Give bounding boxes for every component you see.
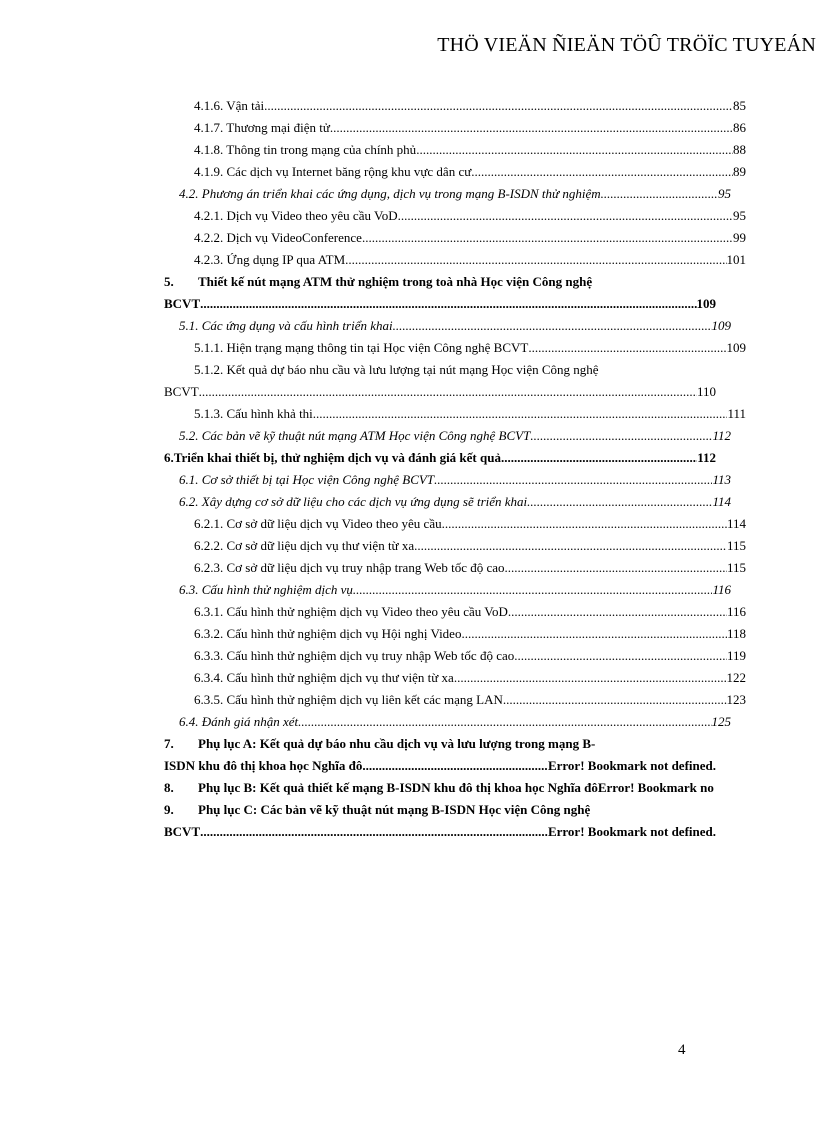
toc-page-number: 95: [733, 208, 746, 223]
toc-page-number: 114: [726, 516, 746, 531]
toc-entry[interactable]: [164, 447, 716, 469]
toc-leader-dots: [454, 667, 727, 689]
toc-leader-dots: [530, 425, 712, 447]
toc-entry[interactable]: [164, 623, 746, 645]
toc-entry-title: 4.1.6. Vận tải: [194, 98, 265, 113]
toc-entry[interactable]: [164, 161, 746, 183]
toc-entry-title: 5.1.1. Hiện trạng mạng thông tin tại Học viện Công nghệ BCVT: [194, 340, 529, 355]
toc-page-number: 86: [733, 120, 746, 135]
toc-entry[interactable]: [164, 667, 746, 689]
toc-leader-dots: [199, 381, 697, 403]
toc-entry[interactable]: [164, 535, 746, 557]
toc-entry[interactable]: [164, 315, 731, 337]
toc-entry-title: 6.4. Đánh giá nhận xét: [179, 714, 299, 729]
toc-entry[interactable]: [164, 513, 746, 535]
toc-entry-title: Phụ lục C: Các bản vẽ kỹ thuật nút mạng B-ISDN Học viện Công nghệ: [198, 802, 591, 817]
toc-page-number: 95: [718, 186, 731, 201]
toc-entry-title: 6.2.2. Cơ sở dữ liệu dịch vụ thư viện từ xa: [194, 538, 415, 553]
toc-page-number: 110: [696, 384, 716, 399]
toc-page-number: 116: [712, 582, 731, 597]
toc-page-number: 115: [726, 538, 746, 553]
toc-entry-title: 4.2. Phương án triển khai các ứng dụng, dịch vụ trong mạng B-ISDN thử nghiệm: [179, 186, 601, 201]
toc-entry-title: 5.1.3. Cấu hình khả thi: [194, 406, 313, 421]
toc-entry[interactable]: [164, 711, 731, 733]
page-number: 4: [678, 1042, 686, 1058]
toc-leader-dots: [414, 535, 727, 557]
toc-entry[interactable]: [164, 777, 716, 799]
toc-entry-title: 4.2.3. Ứng dụng IP qua ATM: [194, 252, 346, 267]
toc-leader-dots: [601, 183, 718, 205]
toc-entry-title: 6.3.5. Cấu hình thử nghiệm dịch vụ liên kết các mạng LAN: [194, 692, 503, 707]
toc-leader-dots: [514, 645, 727, 667]
toc-page-number: 122: [726, 670, 746, 685]
toc-leader-dots: [200, 821, 548, 843]
toc-entry[interactable]: [164, 491, 731, 513]
toc-entry-title: 6.1. Cơ sở thiết bị tại Học viện Công nghệ BCVT: [179, 472, 435, 487]
toc-entry[interactable]: [164, 601, 746, 623]
toc-page-number: 112: [697, 450, 716, 465]
toc-entry-title: 5.2. Các bản vẽ kỹ thuật nút mạng ATM Học viện Công nghệ BCVT: [179, 428, 531, 443]
toc-entry[interactable]: [164, 249, 746, 271]
toc-entry-title: Phụ lục A: Kết quả dự báo nhu cầu dịch vụ và lưu lượng trong mạng B-: [198, 736, 596, 751]
toc-entry[interactable]: [164, 271, 716, 315]
toc-leader-dots: [434, 469, 712, 491]
running-header: THÖ VIEÄN ÑIEÄN TÖÛ TRÖÏC TUYEÁN: [437, 34, 816, 56]
toc-entry[interactable]: [164, 403, 746, 425]
toc-entry[interactable]: [164, 359, 716, 403]
toc-entry-title: 6.3.2. Cấu hình thử nghiệm dịch vụ Hội nghị Video: [194, 626, 462, 641]
toc-leader-dots: [508, 601, 727, 623]
toc-leader-dots: [362, 227, 733, 249]
toc-entry-number: 9.: [164, 802, 174, 817]
toc-leader-dots: [416, 139, 733, 161]
toc-entry-title: 6.3.4. Cấu hình thử nghiệm dịch vụ thư viện từ xa: [194, 670, 454, 685]
toc-leader-dots: [313, 403, 728, 425]
toc-entry[interactable]: [164, 95, 746, 117]
toc-entry-title: Phụ lục B: Kết quả thiết kế mạng B-ISDN khu đô thị khoa học Nghĩa đô: [198, 780, 598, 795]
toc-entry[interactable]: [164, 469, 731, 491]
toc-entry-title: 6.3. Cấu hình thử nghiệm dịch vụ: [179, 582, 353, 597]
toc-leader-dots: [505, 557, 727, 579]
toc-page-number: 112: [712, 428, 731, 443]
toc-page-number: Error! Bookmark not defined.: [547, 824, 716, 839]
toc-page-number: 101: [726, 252, 746, 267]
toc-leader-dots: [527, 491, 712, 513]
toc-leader-dots: [461, 623, 727, 645]
toc-page-number: 111: [727, 406, 746, 421]
toc-entry-title: 4.2.2. Dịch vụ VideoConference: [194, 230, 362, 245]
toc-page-number: 109: [696, 296, 716, 311]
toc-entry[interactable]: [164, 337, 746, 359]
toc-entry-title: 6.2.3. Cơ sở dữ liệu dịch vụ truy nhập trang Web tốc độ cao: [194, 560, 505, 575]
toc-entry[interactable]: [164, 645, 746, 667]
toc-entry-title: Triển khai thiết bị, thử nghiệm dịch vụ và đánh giá kết quả: [173, 450, 501, 465]
toc-entry-title: 4.1.8. Thông tin trong mạng của chính phủ: [194, 142, 417, 157]
toc-entry-number: 5.: [164, 274, 174, 289]
toc-page-number: 85: [733, 98, 746, 113]
toc-entry-title: ISDN khu đô thị khoa học Nghĩa đô: [164, 758, 363, 773]
toc-leader-dots: [264, 95, 733, 117]
toc-entry-title: 6.2.1. Cơ sở dữ liệu dịch vụ Video theo yêu cầu: [194, 516, 442, 531]
toc-leader-dots: [501, 447, 697, 469]
toc-page-number: 115: [726, 560, 746, 575]
toc-entry[interactable]: [164, 205, 746, 227]
toc-entry[interactable]: [164, 117, 746, 139]
toc-entry-title: 4.2.1. Dịch vụ Video theo yêu cầu VoD: [194, 208, 398, 223]
toc-entry-title: BCVT: [164, 296, 201, 311]
toc-page-number: 89: [733, 164, 746, 179]
toc-entry[interactable]: [164, 227, 746, 249]
toc-entry-title: 6.3.3. Cấu hình thử nghiệm dịch vụ truy nhập Web tốc độ cao: [194, 648, 515, 663]
toc-entry[interactable]: [164, 733, 716, 777]
table-of-contents: [164, 95, 746, 843]
toc-entry-title: BCVT: [164, 384, 199, 399]
toc-entry-number: 8.: [164, 780, 174, 795]
toc-page-number: 88: [733, 142, 746, 157]
toc-entry-title: 4.1.9. Các dịch vụ Internet băng rộng khu vực dân cư: [194, 164, 472, 179]
toc-page-number: 99: [733, 230, 746, 245]
toc-leader-dots: [353, 579, 713, 601]
toc-entry-title: Thiết kế nút mạng ATM thử nghiệm trong toà nhà Học viện Công nghệ: [198, 274, 593, 289]
toc-leader-dots: [471, 161, 733, 183]
toc-entry-title: 5.1.2. Kết quả dự báo nhu cầu và lưu lượng tại nút mạng Học viện Công nghệ: [194, 362, 599, 377]
toc-leader-dots: [528, 337, 726, 359]
toc-page-number: Error! Bookmark not defined.: [547, 758, 716, 773]
toc-leader-dots: [442, 513, 727, 535]
toc-page-number: 119: [726, 648, 746, 663]
toc-leader-dots: [200, 293, 696, 315]
toc-entry-title: 6.2. Xây dựng cơ sở dữ liệu cho các dịch vụ ứng dụng sẽ triển khai: [179, 494, 528, 509]
toc-page-number: 123: [726, 692, 746, 707]
toc-page-number: 113: [712, 472, 731, 487]
toc-entry[interactable]: [164, 139, 746, 161]
toc-page-number: 109: [726, 340, 746, 355]
toc-page-number: 109: [711, 318, 731, 333]
toc-leader-dots: [393, 315, 712, 337]
toc-leader-dots: [398, 205, 733, 227]
toc-entry[interactable]: [164, 425, 731, 447]
toc-leader-dots: [298, 711, 711, 733]
toc-entry-title: 4.1.7. Thương mại điện tử: [194, 120, 330, 135]
toc-entry[interactable]: [164, 557, 746, 579]
toc-entry-title: 5.1. Các ứng dụng và cấu hình triển khai: [179, 318, 393, 333]
toc-leader-dots: [345, 249, 726, 271]
toc-page-number: 114: [712, 494, 731, 509]
toc-entry[interactable]: [164, 183, 731, 205]
toc-page-number: 125: [711, 714, 731, 729]
toc-entry-number: 6.: [164, 450, 174, 465]
toc-entry-number: 7.: [164, 736, 174, 751]
toc-page-number: 118: [726, 626, 746, 641]
toc-leader-dots: [503, 689, 727, 711]
toc-leader-dots: [362, 755, 548, 777]
toc-entry-title: 6.3.1. Cấu hình thử nghiệm dịch vụ Video theo yêu cầu VoD: [194, 604, 508, 619]
toc-leader-dots: [330, 117, 733, 139]
toc-entry[interactable]: [164, 579, 731, 601]
toc-entry[interactable]: [164, 689, 746, 711]
toc-page-number: Error! Bookmark no: [597, 780, 714, 795]
toc-entry-title: BCVT: [164, 824, 201, 839]
toc-entry[interactable]: [164, 799, 716, 843]
toc-page-number: 116: [726, 604, 746, 619]
